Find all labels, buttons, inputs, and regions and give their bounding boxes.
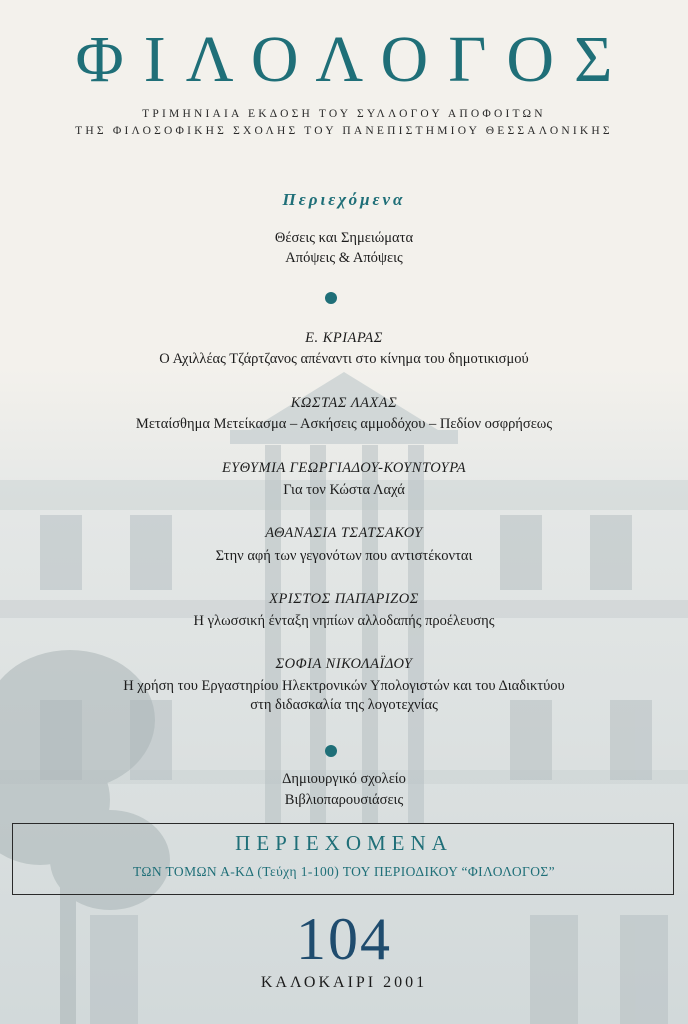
bullet-dot-bottom: [325, 745, 337, 757]
section-views: Απόψεις & Απόψεις: [285, 250, 403, 266]
index-box-title: ΠΕΡΙΕΧΟΜΕΝΑ: [235, 831, 453, 855]
article-title: Ο Αχιλλέας Τζάρτζανος απέναντι στο κίνημα του δημοτικισμού: [159, 351, 529, 367]
article-author: ΣΟΦΙΑ ΝΙΚΟΛΑΪΔΟΥ: [275, 656, 413, 672]
article-author: Ε. ΚΡΙΑΡΑΣ: [305, 330, 383, 346]
article-author: ΕΥΘΥΜΙΑ ΓΕΩΡΓΙΑΔΟΥ-ΚΟΥΝΤΟΥΡΑ: [221, 460, 467, 476]
article-author: ΧΡΙΣΤΟΣ ΠΑΠΑΡΙΖΟΣ: [269, 591, 419, 607]
article-title: Για τον Κώστα Λαχά: [283, 482, 405, 498]
section-creative-school: Δημιουργικό σχολείο: [282, 771, 406, 787]
article-title: Η γλωσσική ένταξη νηπίων αλλοδαπής προέλευσης: [193, 613, 495, 629]
issue-number: 104: [296, 906, 392, 972]
index-box-subtitle: ΤΩΝ ΤΟΜΩΝ Α-ΚΔ (Τεύχη 1-100) ΤΟΥ ΠΕΡΙΟΔΙΚΟΥ “ΦΙΛΟΛΟΓΟΣ”: [133, 864, 555, 879]
section-book-reviews: Βιβλιοπαρουσιάσεις: [284, 792, 404, 808]
article-title: Μεταίσθημα Μετείκασμα – Ασκήσεις αμμοδόχου – Πεδίον οσφρήσεως: [135, 416, 553, 432]
article-author: ΑΘΑΝΑΣΙΑ ΤΣΑΤΣΑΚΟΥ: [265, 525, 423, 541]
issue-season: ΚΑΛΟΚΑΙΡΙ 2001: [260, 974, 428, 991]
article-title: Η χρήση του Εργαστηρίου Ηλεκτρονικών Υπολογιστών και του Διαδικτύου: [123, 678, 565, 694]
journal-title: ΦΙΛΟΛΟΓΟΣ: [75, 23, 633, 96]
article-title: Στην αφή των γεγονότων που αντιστέκονται: [215, 548, 473, 564]
journal-subtitle-line-1: ΤΡΙΜΗΝΙΑΙΑ ΕΚΔΟΣΗ ΤΟΥ ΣΥΛΛΟΓΟΥ ΑΠΟΦΟΙΤΩΝ: [142, 108, 546, 120]
bullet-dot-top: [325, 292, 337, 304]
journal-subtitle-line-2: ΤΗΣ ΦΙΛΟΣΟΦΙΚΗΣ ΣΧΟΛΗΣ ΤΟΥ ΠΑΝΕΠΙΣΤΗΜΙΟΥ ΘΕΣΣΑΛΟΝΙΚΗΣ: [75, 125, 613, 137]
section-theses: Θέσεις και Σημειώματα: [274, 230, 414, 246]
article-title-continued: στη διδασκαλία της λογοτεχνίας: [250, 697, 438, 713]
article-author: ΚΩΣΤΑΣ ΛΑΧΑΣ: [290, 395, 398, 411]
contents-heading: Περιεχόμενα: [282, 190, 406, 209]
